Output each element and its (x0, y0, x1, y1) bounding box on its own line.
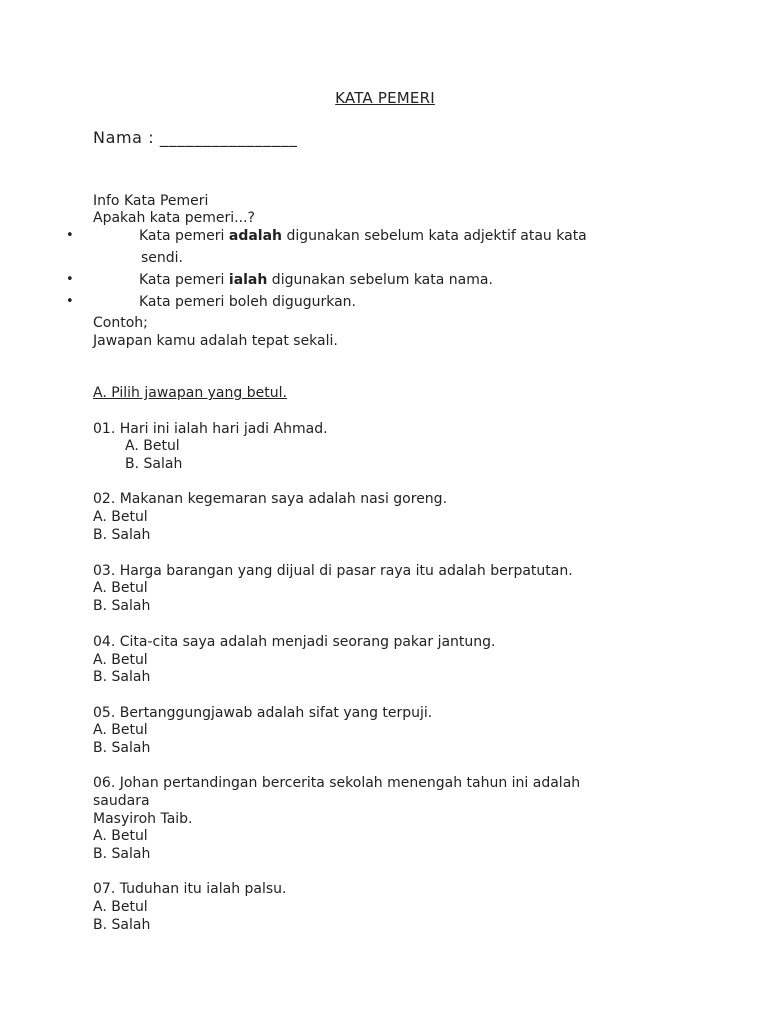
question-2: 02. Makanan kegemaran saya adalah nasi goreng. (93, 491, 448, 507)
bullet-text-1-continuation: sendi. (141, 250, 184, 266)
option-a: A. Betul (93, 722, 148, 738)
page-title: KATA PEMERI (335, 89, 435, 107)
option-b: B. Salah (93, 740, 151, 756)
bullet-text-1: Kata pemeri adalah digunakan sebelum kata adjektif atau kata (139, 228, 587, 244)
option-b: B. Salah (93, 598, 151, 614)
question-7: 07. Tuduhan itu ialah palsu. (93, 881, 287, 897)
bullet-dot: • (66, 272, 74, 287)
bullet-dot: • (66, 228, 74, 243)
section-a-heading: A. Pilih jawapan yang betul. (93, 385, 287, 401)
question-6-line-2: saudara (93, 793, 150, 809)
option-b: B. Salah (93, 669, 151, 685)
bullet-dot: • (66, 294, 74, 309)
question-4: 04. Cita-cita saya adalah menjadi seorang pakar jantung. (93, 634, 496, 650)
question-6-line-3: Masyiroh Taib. (93, 811, 193, 827)
example-text: Jawapan kamu adalah tepat sekali. (93, 333, 338, 349)
option-b: B. Salah (125, 456, 183, 472)
question-1: 01. Hari ini ialah hari jadi Ahmad. (93, 421, 328, 437)
option-a: A. Betul (93, 899, 148, 915)
example-label: Contoh; (93, 315, 148, 331)
option-a: A. Betul (93, 828, 148, 844)
info-question: Apakah kata pemeri...? (93, 210, 255, 226)
question-5: 05. Bertanggungjawab adalah sifat yang terpuji. (93, 705, 433, 721)
name-field-line: Nama : ________________ (93, 128, 298, 147)
question-3: 03. Harga barangan yang dijual di pasar raya itu adalah berpatutan. (93, 563, 573, 579)
option-a: A. Betul (125, 438, 180, 454)
option-a: A. Betul (93, 509, 148, 525)
option-a: A. Betul (93, 580, 148, 596)
option-b: B. Salah (93, 846, 151, 862)
option-b: B. Salah (93, 917, 151, 933)
bullet-text-3: Kata pemeri boleh digugurkan. (139, 294, 356, 310)
info-heading: Info Kata Pemeri (93, 193, 209, 209)
option-a: A. Betul (93, 652, 148, 668)
question-6: 06. Johan pertandingan bercerita sekolah menengah tahun ini adalah (93, 775, 581, 791)
bullet-text-2: Kata pemeri ialah digunakan sebelum kata nama. (139, 272, 493, 288)
option-b: B. Salah (93, 527, 151, 543)
